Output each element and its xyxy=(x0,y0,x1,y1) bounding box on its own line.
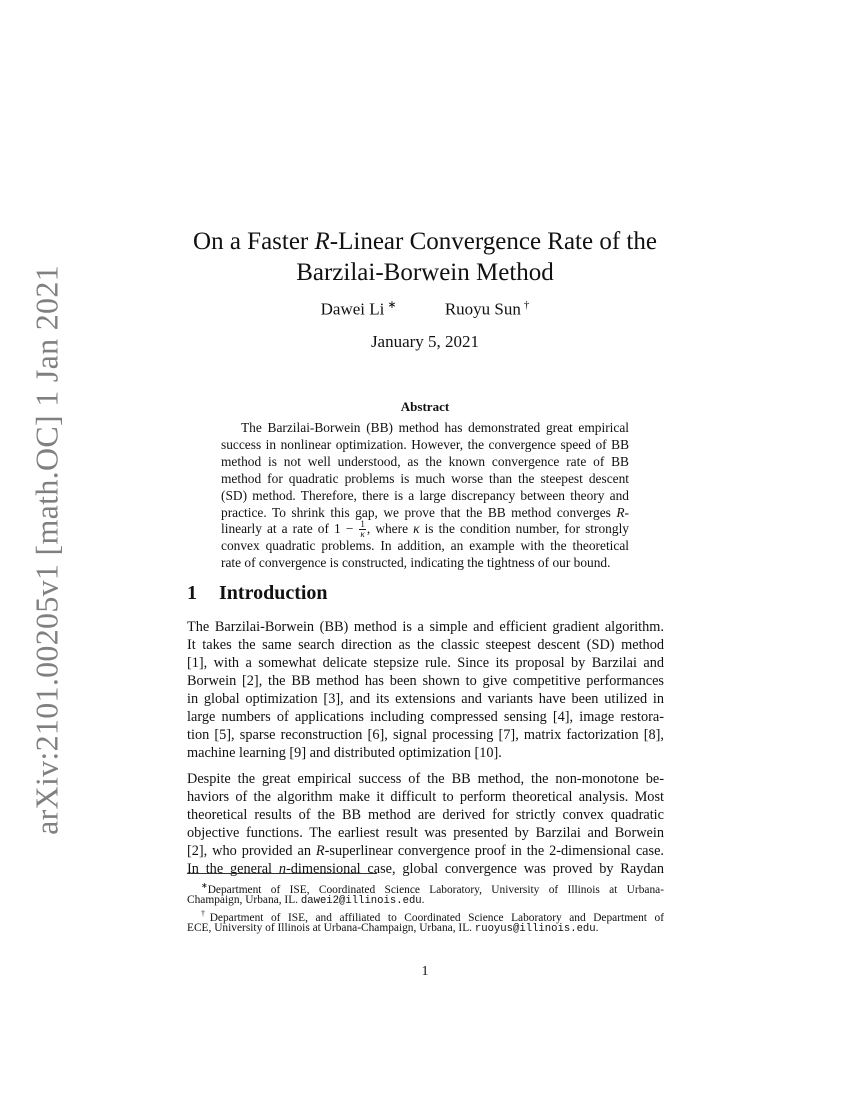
body-line: Borwein [2], the BB method has been shown to give competitive performances xyxy=(187,673,664,689)
body-line: [2], who provided an R-superlinear convergence proof in the 2-dimensional case. xyxy=(187,843,664,859)
abstract-line: method is not well understood, as the known convergence rate of BB xyxy=(221,454,629,469)
footnote-mark: ∗ xyxy=(387,299,397,311)
body-line: haviors of the algorithm make it difficult to perform theoretical analysis. Most xyxy=(187,789,664,805)
page-number: 1 xyxy=(421,964,429,979)
body-line: Despite the great empirical success of the BB method, the non-monotone be- xyxy=(187,771,664,787)
body-line: The Barzilai-Borwein (BB) method is a simple and efficient gradient algorithm. xyxy=(187,619,664,635)
abstract-line: (SD) method. Therefore, there is a large discrepancy between theory and xyxy=(221,488,629,503)
title-line-1: On a Faster R-Linear Convergence Rate of the xyxy=(193,228,657,255)
body-line: in global optimization [3], and its extensions and variants have been utilized in xyxy=(187,691,664,707)
footnote-line: †Department of ISE, and affiliated to Coordinated Science Laboratory and Department of xyxy=(201,909,664,924)
abstract-line: method for quadratic problems is much worse than the steepest descent xyxy=(221,471,629,486)
title-line-2: Barzilai-Borwein Method xyxy=(296,259,554,286)
body-line: In the general n-dimensional case, global convergence was proved by Raydan xyxy=(187,861,664,877)
footnote-line: ∗Department of ISE, Coordinated Science Laboratory, University of Illinois at Urbana- xyxy=(201,881,664,896)
abstract-line: convex quadratic problems. In addition, an example with the theoretical xyxy=(221,538,629,553)
footnote-rule xyxy=(187,873,377,874)
body-line: It takes the same search direction as the classic steepest descent (SD) method xyxy=(187,637,664,653)
footnote-line: Champaign, Urbana, IL. dawei2@illinois.edu. xyxy=(187,894,425,907)
abstract-line: success in nonlinear optimization. However, the convergence speed of BB xyxy=(221,437,629,452)
author-list xyxy=(0,298,850,320)
paper-date: January 5, 2021 xyxy=(370,332,480,351)
footnote-line: ECE, University of Illinois at Urbana-Champaign, Urbana, IL. ruoyus@illinois.edu. xyxy=(187,922,599,935)
body-line: theoretical results of the BB method are derived for strictly convex quadratic xyxy=(187,807,664,823)
body-line: machine learning [9] and distributed optimization [10]. xyxy=(187,745,502,761)
email-ruoyu: ruoyus@illinois.edu xyxy=(474,923,596,935)
body-line: objective functions. The earliest result was presented by Barzilai and Borwein xyxy=(187,825,664,841)
section-heading xyxy=(187,582,328,605)
body-line: [1], with a somewhat delicate stepsize rule. Since its proposal by Barzilai and xyxy=(187,655,664,671)
body-line: large numbers of applications including compressed sensing [4], image restora- xyxy=(187,709,664,725)
author-dawei-li: Dawei Li ∗ xyxy=(320,299,397,319)
abstract-line: rate of convergence is constructed, indicating the tightness of our bound. xyxy=(221,555,611,570)
abstract-line: linearly at a rate of 1 − $\frac{1}{\kappa}$ , where κ is the condition number, for strongly xyxy=(221,519,629,540)
paper-title xyxy=(0,226,850,288)
section-title: Introduction xyxy=(219,582,328,604)
footnote-mark: † xyxy=(523,299,530,311)
abstract-line: practice. To shrink this gap, we prove that the BB method converges R- xyxy=(221,505,629,520)
abstract-heading: Abstract xyxy=(400,399,450,414)
author-ruoyu-sun: Ruoyu Sun † xyxy=(444,299,530,319)
fraction-one-over-kappa: $\frac{1}{\kappa}$ xyxy=(360,519,365,540)
abstract-line: The Barzilai-Borwein (BB) method has demonstrated great empirical xyxy=(241,420,629,435)
body-line: tion [5], sparse reconstruction [6], signal processing [7], matrix factorization [8], xyxy=(187,727,664,743)
arxiv-identifier: arXiv:2101.00205v1 [math.OC] 1 Jan 2021 xyxy=(28,265,65,835)
email-dawei: dawei2@illinois.edu xyxy=(300,895,422,907)
section-number: 1 xyxy=(187,582,197,604)
